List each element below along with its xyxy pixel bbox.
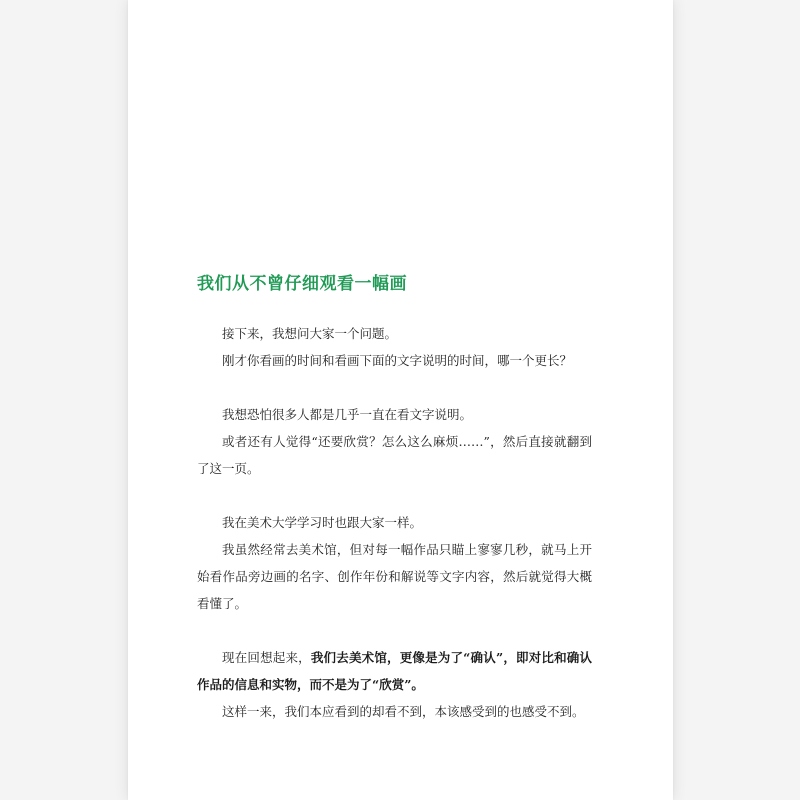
paragraph-prefix: 现在回想起来， bbox=[222, 650, 311, 665]
paragraph: 我想恐怕很多人都是几乎一直在看文字说明。 bbox=[222, 407, 473, 422]
paragraph-gap bbox=[197, 617, 592, 644]
paragraph: 接下来，我想问大家一个问题。 bbox=[222, 326, 398, 341]
paragraph-gap bbox=[197, 482, 592, 509]
bold-text: 我们去美术馆，更像是为了“确认”，即对比和确认作品的信息和实物，而不是为了“欣赏”。 bbox=[197, 650, 592, 692]
paragraph: 或者还有人觉得“还要欣赏？怎么这么麻烦……”，然后直接就翻到了这一页。 bbox=[197, 434, 592, 476]
paragraph-gap bbox=[197, 374, 592, 401]
paragraph: 这样一来，我们本应看到的却看不到，本该感受到的也感受不到。 bbox=[222, 704, 585, 719]
section-heading: 我们从不曾仔细观看一幅画 bbox=[197, 274, 407, 294]
paragraph-emphasis bbox=[197, 644, 592, 698]
paragraph: 刚才你看画的时间和看画下面的文字说明的时间，哪一个更长？ bbox=[222, 353, 573, 368]
paragraph: 我在美术大学学习时也跟大家一样。 bbox=[222, 515, 423, 530]
page-content bbox=[197, 268, 592, 725]
book-page bbox=[128, 0, 673, 800]
paragraph: 我虽然经常去美术馆，但对每一幅作品只瞄上寥寥几秒，就马上开始看作品旁边画的名字、创作年份和解说等文字内容，然后就觉得大概看懂了。 bbox=[197, 542, 592, 611]
